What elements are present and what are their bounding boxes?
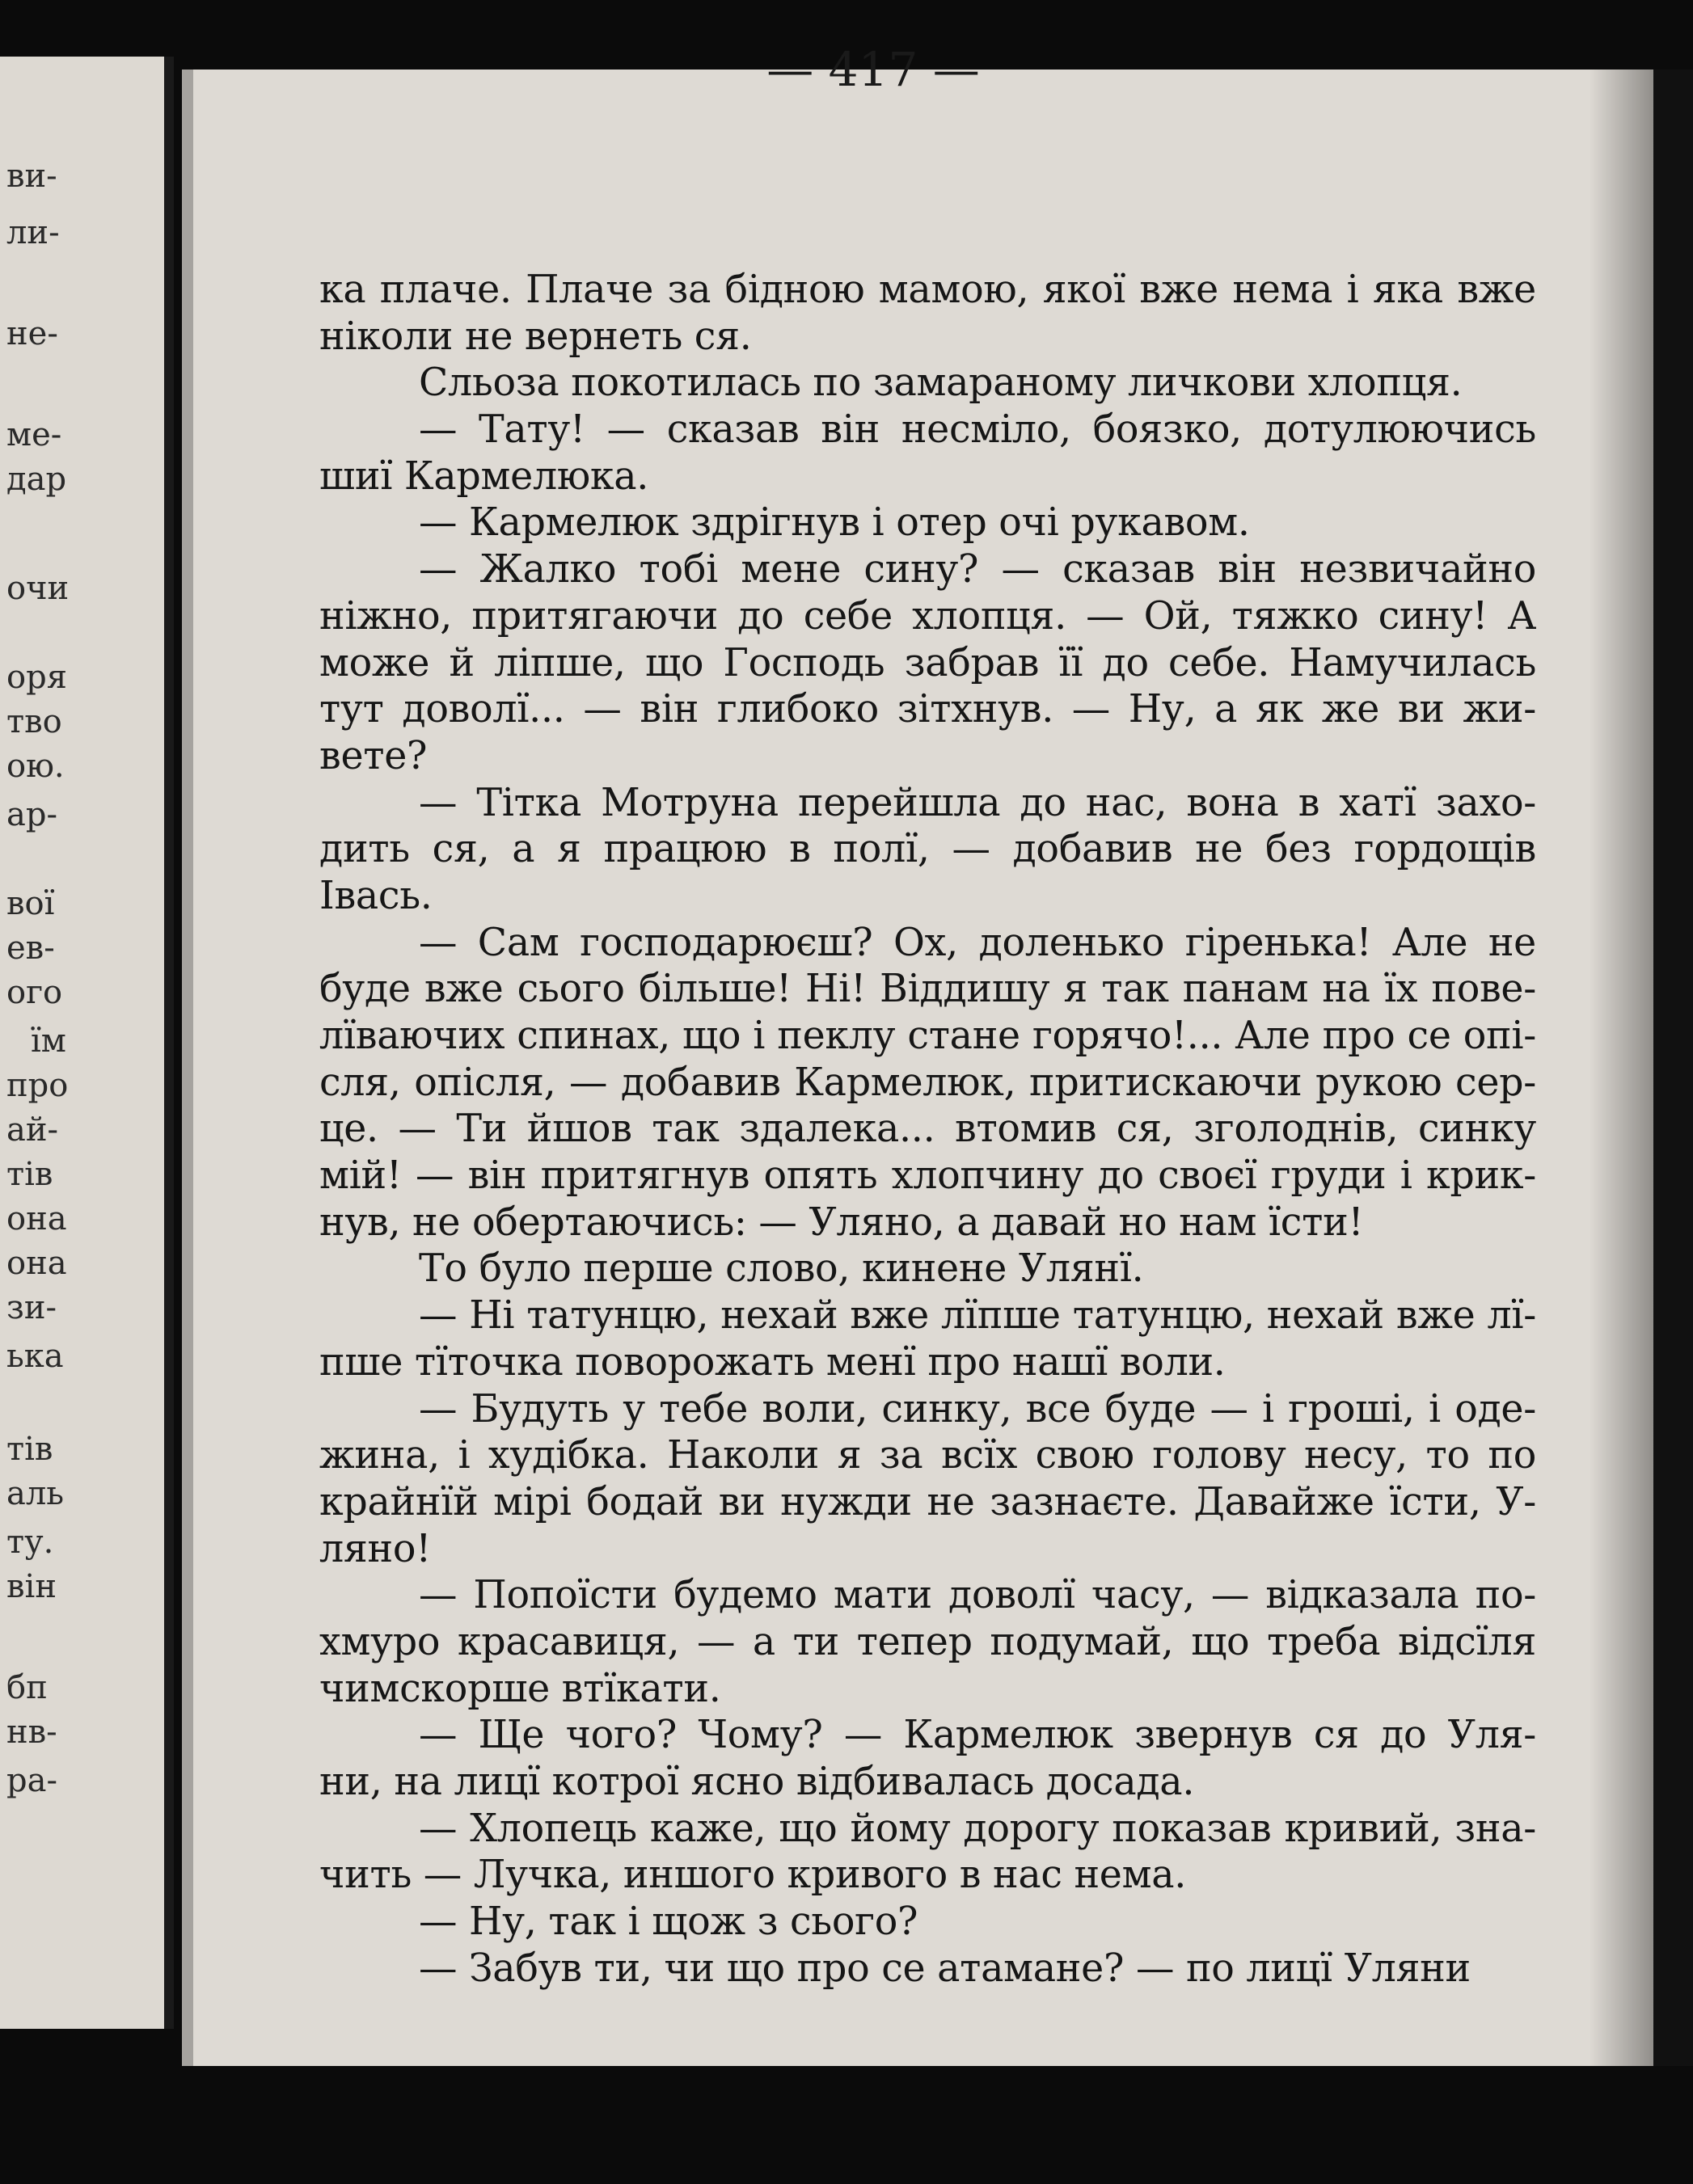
- left-page-line-fragment: ого: [6, 974, 63, 1011]
- left-page-line-fragment: она: [6, 1200, 67, 1237]
- page-number: — 417 —: [766, 42, 980, 97]
- left-page-line-fragment: про: [6, 1067, 69, 1104]
- text-line: дить ся, а я працюю в полї, — добавив не без гордощів: [319, 827, 1536, 872]
- text-line: — Ні татунцю, нехай вже лїпше татунцю, нехай вже лї-: [419, 1293, 1536, 1339]
- left-page-line-fragment: він: [6, 1568, 57, 1605]
- left-page-line-fragment: очи: [6, 570, 70, 607]
- left-page-line-fragment: ви-: [6, 158, 57, 195]
- text-line: вете?: [319, 733, 428, 778]
- left-page-line-fragment: зи-: [6, 1289, 57, 1326]
- text-line: це. — Ти йшов так здалека... втомив ся, зголоднів, синку: [319, 1107, 1536, 1152]
- text-line: крайнїй мірі бодай ви нужди не зазнаєте. Давайже їсти, У-: [319, 1479, 1536, 1524]
- page-edge: [1653, 70, 1693, 2066]
- left-page-line-fragment: ар-: [6, 796, 57, 833]
- left-page-line-fragment: ька: [6, 1338, 64, 1375]
- left-page-line-fragment: тів: [6, 1156, 53, 1193]
- left-page-line-fragment: вої: [6, 885, 55, 922]
- text-line: Івась.: [319, 873, 433, 918]
- text-line: ка плаче. Плаче за бідною мамою, якої вже нема і яка вже: [319, 268, 1536, 312]
- text-line: чимскорше втїкати.: [319, 1666, 721, 1711]
- edge-shadow: [1589, 70, 1653, 2066]
- left-page-line-fragment: ли-: [6, 214, 60, 251]
- text-line: хмуро красавиця, — а ти тепер подумай, що треба відсїля: [319, 1619, 1536, 1664]
- text-line: — Кармелюк здрігнув і отер очі рукавом.: [419, 500, 1250, 546]
- left-page-line-fragment: ай-: [6, 1111, 59, 1149]
- text-line: ляно!: [319, 1526, 431, 1571]
- text-line: жина, і худібка. Наколи я за всїх свою голову несу, то по: [319, 1433, 1536, 1478]
- text-line: буде вже сього більше! Ні! Віддишу я так панам на їх пове-: [319, 967, 1536, 1012]
- text-line: То було перше слово, кинене Улянї.: [419, 1246, 1144, 1292]
- text-line: — Будуть у тебе воли, синку, все буде — і гроші, і оде-: [419, 1386, 1536, 1431]
- left-page-line-fragment: нв-: [6, 1714, 57, 1751]
- left-page-line-fragment: она: [6, 1245, 67, 1282]
- left-page-line-fragment: дар: [6, 461, 67, 498]
- text-line: лїваючих спинах, що і пеклу стане горячо!... Але про се опі-: [319, 1014, 1536, 1058]
- left-page-line-fragment: ра-: [6, 1762, 57, 1799]
- text-line: — Тітка Мотруна перейшла до нас, вона в хатї захо-: [419, 780, 1536, 825]
- body-text: [319, 267, 1536, 1992]
- left-page-line-fragment: ою.: [6, 748, 65, 785]
- book-spine: [164, 57, 174, 2029]
- left-page-line-fragment: оря: [6, 659, 67, 696]
- text-line: — Хлопець каже, що йому дорогу показав кривий, зна-: [419, 1806, 1536, 1851]
- gutter-shadow: [182, 70, 193, 2066]
- left-page-line-fragment: бп: [6, 1669, 48, 1706]
- left-page-line-fragment: тво: [6, 703, 62, 740]
- left-page-line-fragment: ме-: [6, 416, 62, 453]
- left-page-line-fragment: не-: [6, 315, 58, 352]
- left-page-fragment: [0, 57, 174, 2029]
- text-line: може й ліпше, що Господь забрав її до себе. Намучилась: [319, 640, 1536, 685]
- text-line: — Забув ти, чи що про се атамане? — по лицї Уляни: [419, 1946, 1471, 1991]
- left-page-line-fragment: їм: [31, 1022, 66, 1060]
- left-page-line-fragment: тів: [6, 1431, 53, 1468]
- left-page-line-fragment: ев-: [6, 930, 55, 967]
- text-line: шиї Кармелюка.: [319, 453, 649, 499]
- text-line: нув, не обертаючись: — Уляно, а давай но нам їсти!: [319, 1200, 1364, 1245]
- text-line: ніжно, притягаючи до себе хлопця. — Ой, тяжко сину! А: [319, 593, 1536, 639]
- left-page-line-fragment: ту.: [6, 1524, 54, 1561]
- text-line: ніколи не вернеть ся.: [319, 314, 752, 359]
- text-line: — Сам господарюєш? Ох, доленько гіренька! Але не: [419, 920, 1536, 965]
- text-line: — Ну, так і щож з сього?: [419, 1899, 918, 1945]
- text-line: — Попоїсти будемо мати доволї часу, — відказала по-: [419, 1573, 1536, 1618]
- text-line: пше тїточка поворожать менї про нашї воли.: [319, 1339, 1226, 1385]
- text-line: — Жалко тобі мене сину? — сказав він незвичайно: [419, 547, 1536, 592]
- text-line: чить — Лучка, иншого кривого в нас нема.: [319, 1853, 1187, 1898]
- text-line: сля, опісля, — добавив Кармелюк, притискаючи рукою сер-: [319, 1060, 1536, 1105]
- text-line: мій! — він притягнув опять хлопчину до своєї груди і крик-: [319, 1153, 1536, 1199]
- text-line: тут доволї... — він глибоко зітхнув. — Ну, а як же ви жи-: [319, 687, 1536, 732]
- text-line: — Тату! — сказав він несміло, боязко, дотулюючись: [419, 407, 1536, 453]
- left-page-line-fragment: аль: [6, 1475, 65, 1512]
- text-line: Сльоза покотилась по замараному личкови хлопця.: [419, 360, 1463, 406]
- text-line: — Ще чого? Чому? — Кармелюк звернув ся до Уля-: [419, 1713, 1536, 1758]
- text-line: ни, на лицї котрої ясно відбивалась досада.: [319, 1760, 1195, 1804]
